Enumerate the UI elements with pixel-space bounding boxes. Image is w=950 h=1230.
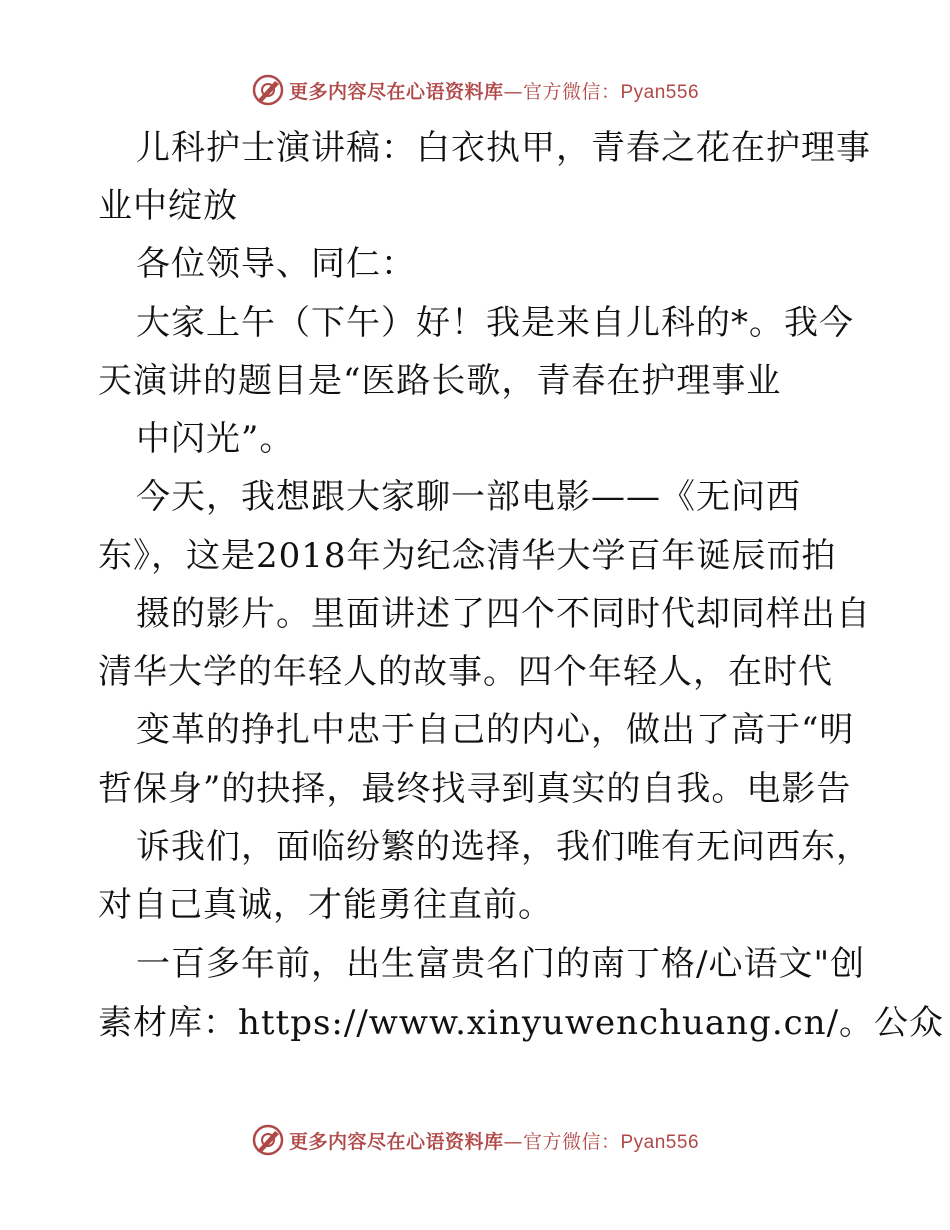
paragraph-line: 今天，我想跟大家聊一部电影——《无问西 — [136, 477, 801, 517]
footer-site-text: 更多内容尽在心语资料库 — [288, 1130, 504, 1153]
footer-watermark-text — [289, 1127, 699, 1154]
header-watermark-text — [289, 77, 699, 104]
footer-separator: — — [503, 1130, 523, 1153]
header-wechat-label: 官方微信： — [522, 80, 621, 103]
paragraph-line: 对自己真诚，才能勇往直前。 — [98, 885, 553, 925]
title-line-1: 儿科护士演讲稿：白衣执甲，青春之花在护理事 — [136, 128, 871, 168]
paragraph-line: 天演讲的题目是“医路长歌，青春在护理事业 — [98, 361, 782, 401]
title-line-2: 业中绽放 — [98, 186, 238, 226]
pen-logo-icon — [251, 73, 285, 107]
paragraph-line: 素材库：https://www.xinyuwenchuang.cn/。公众 — [98, 1003, 945, 1043]
salutation: 各位领导、同仁： — [136, 244, 416, 284]
paragraph-line: 大家上午（下午）好！我是来自儿科的*。我今 — [136, 303, 854, 343]
paragraph-line: 哲保身”的抉择，最终找寻到真实的自我。电影告 — [98, 769, 852, 809]
header-wechat-id: Pyan556 — [620, 81, 700, 103]
paragraph-line: 中闪光”。 — [136, 419, 295, 459]
paragraph-line: 一百多年前，出生富贵名门的南丁格/心语文"创 — [136, 944, 866, 984]
paragraph-line: 东》，这是2018年为纪念清华大学百年诞辰而拍 — [98, 536, 837, 576]
paragraph-line: 摄的影片。里面讲述了四个不同时代却同样出自 — [136, 594, 871, 634]
paragraph-line: 清华大学的年轻人的故事。四个年轻人，在时代 — [98, 652, 833, 692]
footer-wechat-label: 官方微信： — [522, 1130, 621, 1153]
header-site-text: 更多内容尽在心语资料库 — [288, 80, 504, 103]
pen-logo-icon — [251, 1123, 285, 1157]
footer-wechat-id: Pyan556 — [620, 1131, 700, 1153]
header-separator: — — [503, 80, 523, 103]
header-watermark — [0, 70, 950, 110]
footer-watermark — [0, 1120, 950, 1160]
paragraph-line: 变革的挣扎中忠于自己的内心，做出了高于“明 — [136, 710, 855, 750]
paragraph-line: 诉我们，面临纷繁的选择，我们唯有无问西东， — [136, 827, 871, 867]
